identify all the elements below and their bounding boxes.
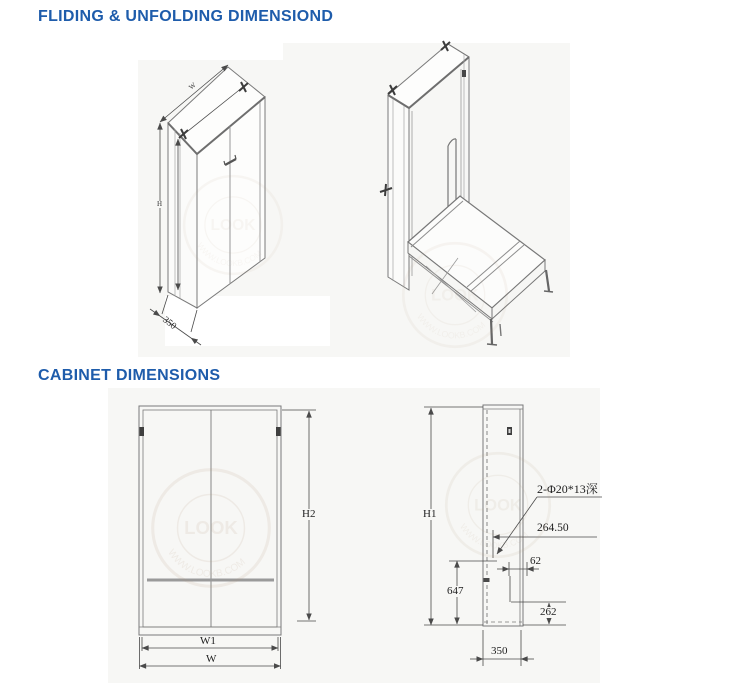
label-front-h2: H2 <box>302 508 316 520</box>
label-side-depth: 350 <box>491 645 508 657</box>
label-side-hole-offset: 264.50 <box>537 522 569 534</box>
label-side-647: 647 <box>447 585 464 597</box>
drawing-iso-closed-cabinet <box>150 65 265 345</box>
drawing-front-view <box>139 406 316 669</box>
label-front-w: W <box>206 653 217 665</box>
label-iso-depth: 350 <box>160 315 178 332</box>
label-side-h1: H1 <box>423 508 437 520</box>
label-side-262: 262 <box>540 606 557 618</box>
drawing-iso-open-bed <box>380 41 553 345</box>
drawing-side-view <box>424 405 602 666</box>
label-iso-height: H <box>157 200 163 208</box>
label-side-hole-spacing: 62 <box>530 555 541 567</box>
section-title-folding: FLIDING & UNFOLDING DIMENSIOND <box>38 8 334 25</box>
label-front-w1: W1 <box>200 635 216 647</box>
section-title-cabinet: CABINET DIMENSIONS <box>38 367 221 384</box>
label-iso-width: W <box>187 81 198 92</box>
label-side-holes: 2-Φ20*13深 <box>537 482 598 496</box>
